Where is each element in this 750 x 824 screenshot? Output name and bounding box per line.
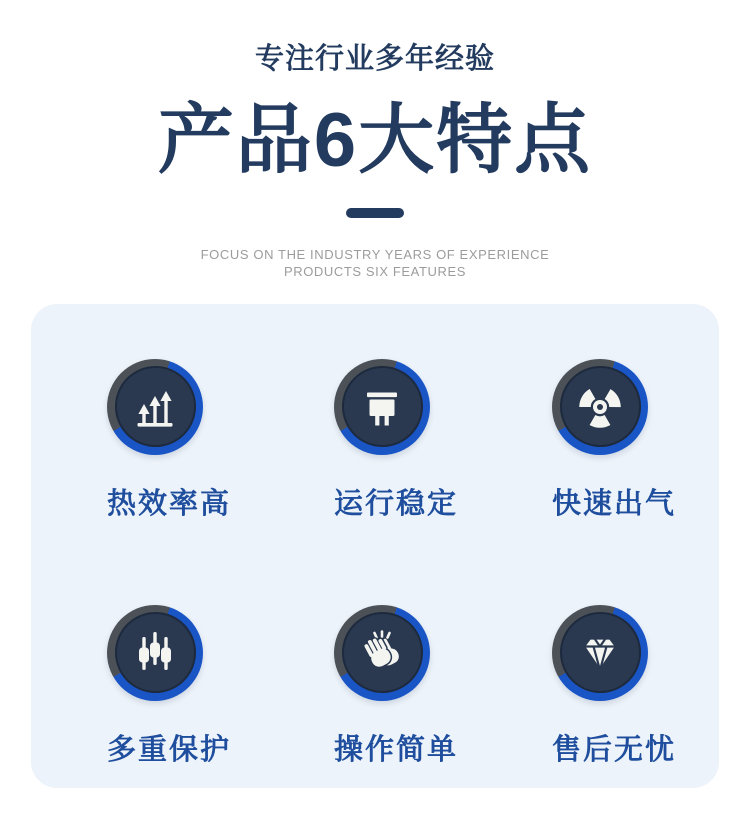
feature-badge-inner [560, 612, 641, 693]
feature-badge-inner [342, 612, 423, 693]
tagline-text: 专注行业多年经验 [254, 43, 495, 75]
feature-badge [334, 359, 430, 455]
feature-label: 多重保护 [107, 733, 232, 766]
feature-item-multi-protection [107, 605, 231, 768]
feature-label: 运行稳定 [334, 487, 459, 520]
clapping-hands-icon [358, 629, 406, 677]
feature-badge-inner [115, 366, 196, 447]
title-divider [346, 208, 404, 218]
feature-badge [107, 359, 203, 455]
feature-item-stable-operation [334, 359, 458, 522]
feature-item-fast-gas [552, 359, 676, 522]
feature-item-easy-operation [334, 605, 458, 768]
feature-badge [552, 359, 648, 455]
transistor-icon [358, 383, 406, 431]
fuse-bank-icon [131, 629, 179, 677]
english-subtitle-line2: PRODUCTS SIX FEATURES [283, 263, 467, 279]
feature-badge [107, 605, 203, 701]
feature-badge [334, 605, 430, 701]
fan-blades-icon [576, 383, 624, 431]
feature-label: 售后无忧 [552, 733, 677, 766]
rising-arrows-icon [131, 383, 179, 431]
feature-label: 操作简单 [334, 733, 459, 766]
feature-item-heat-efficiency [107, 359, 231, 522]
feature-label: 热效率高 [107, 487, 232, 520]
diamond-icon [576, 629, 624, 677]
feature-item-after-sales [552, 605, 676, 768]
feature-badge-inner [115, 612, 196, 693]
features-card [31, 304, 719, 788]
feature-label: 快速出气 [552, 487, 677, 520]
english-subtitle-line1: FOCUS ON THE INDUSTRY YEARS OF EXPERIENCE [200, 246, 550, 262]
english-subtitle [0, 246, 750, 280]
feature-badge [552, 605, 648, 701]
feature-badge-inner [342, 366, 423, 447]
feature-badge-inner [560, 366, 641, 447]
page-title: 产品6大特点 [157, 98, 593, 183]
hero-header [0, 0, 750, 280]
